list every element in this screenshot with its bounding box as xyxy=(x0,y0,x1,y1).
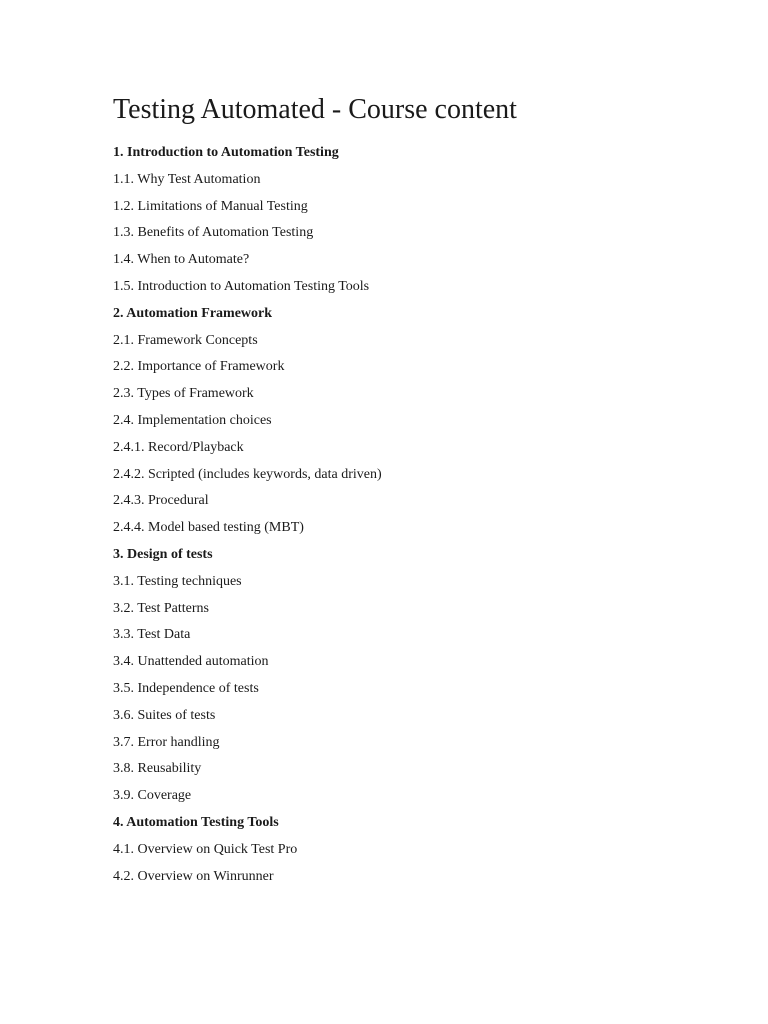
list-item: 1.2. Limitations of Manual Testing xyxy=(113,198,308,214)
list-item: 2.4. Implementation choices xyxy=(113,412,272,428)
list-item: 2.3. Types of Framework xyxy=(113,386,254,402)
list-item: 2.4.1. Record/Playback xyxy=(113,439,244,455)
list-item: 1.3. Benefits of Automation Testing xyxy=(113,225,314,241)
section-heading: 2. Automation Framework xyxy=(113,305,273,321)
list-item: 3.2. Test Patterns xyxy=(113,600,209,616)
list-item: 4.2. Overview on Winrunner xyxy=(113,868,274,884)
list-item: 3.4. Unattended automation xyxy=(113,654,269,670)
document-title: Testing Automated - Course content xyxy=(113,94,517,125)
section-heading: 4. Automation Testing Tools xyxy=(113,814,279,830)
section-heading: 3. Design of tests xyxy=(113,546,213,562)
list-item: 2.1. Framework Concepts xyxy=(113,332,258,348)
list-item: 2.2. Importance of Framework xyxy=(113,359,285,375)
list-item: 3.9. Coverage xyxy=(113,788,192,804)
list-item: 2.4.3. Procedural xyxy=(113,493,209,509)
list-item: 1.5. Introduction to Automation Testing Tools xyxy=(113,278,370,294)
list-item: 1.1. Why Test Automation xyxy=(113,171,261,187)
list-item: 3.7. Error handling xyxy=(113,734,220,750)
list-item: 3.3. Test Data xyxy=(113,627,191,643)
course-content-list xyxy=(113,140,382,890)
list-item: 3.1. Testing techniques xyxy=(113,573,242,589)
list-item: 1.4. When to Automate? xyxy=(113,252,250,268)
list-item: 3.8. Reusability xyxy=(113,761,202,777)
list-item: 2.4.2. Scripted (includes keywords, data driven) xyxy=(113,466,382,482)
list-item: 2.4.4. Model based testing (MBT) xyxy=(113,520,304,536)
section-heading: 1. Introduction to Automation Testing xyxy=(113,145,339,160)
list-item: 3.6. Suites of tests xyxy=(113,707,216,723)
list-item: 4.1. Overview on Quick Test Pro xyxy=(113,841,298,857)
list-item: 3.5. Independence of tests xyxy=(113,680,259,696)
